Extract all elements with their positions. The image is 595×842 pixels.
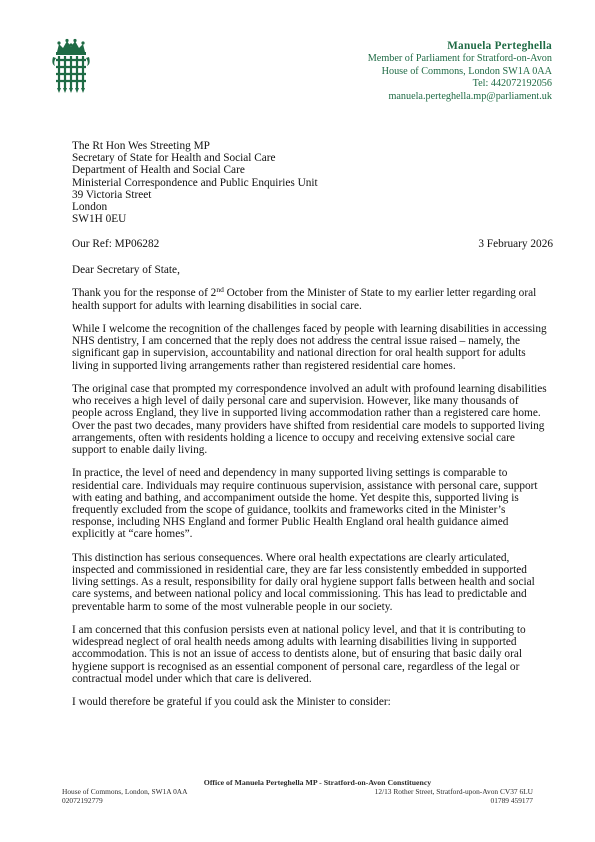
letter-date: 3 February 2026: [478, 238, 553, 250]
paragraph: I am concerned that this confusion persists even at national policy level, and that it is contributing to widespread neglect of oral health needs among adults with learning disabilities living in supported accommodation. This is not an issue of access to dentists alone, but of ensuring that basic daily oral hygiene support is recognised as an essential component of personal care, regardless of the legal or contractual model under which that care is delivered.: [72, 624, 526, 685]
footer: [62, 778, 533, 806]
footer-row: [62, 796, 533, 805]
footer-right-address: 12/13 Rother Street, Stratford-upon-Avon CV37 6LU: [374, 787, 533, 797]
addressee-line: Secretary of State for Health and Social Care: [72, 152, 276, 165]
addressee-line: 39 Victoria Street: [72, 188, 152, 201]
footer-row: [62, 787, 533, 796]
reference-row: [72, 238, 553, 250]
footer-left-phone: 02072192779: [62, 796, 103, 806]
mp-address: House of Commons, London SW1A 0AA: [381, 65, 552, 77]
portcullis-icon: [51, 38, 91, 94]
paragraph: This distinction has serious consequences. Where oral health expectations are clearly articulated, inspected and commissioned in residential care, they are far less consistently embedded in supported living settings. As a result, responsibility for daily oral hygiene support falls between health and social care systems, and between national policy and local commissioning. This has lead to predictable and preventable harm to some of the most vulnerable people in our society.: [72, 551, 535, 613]
footer-left-address: House of Commons, London, SW1A 0AA: [62, 787, 188, 797]
paragraph: While I welcome the recognition of the challenges faced by people with learning disabilities in accessing NHS dentistry, I am concerned that the reply does not address the central issue raised – namely, the significant gap in supervision, accountability and national direction for oral health support for adults living in supported living arrangements rather than registered residential care homes.: [72, 322, 547, 372]
mp-contact-block: [292, 40, 552, 103]
salutation: Dear Secretary of State,: [72, 264, 180, 276]
paragraph: In practice, the level of need and dependency in many supported living settings is comparable to residential care. Individuals may require continuous supervision, assistance with personal care, support with eating and bathing, and accompaniment outside the home. Yet despite this, supported living is frequently excluded from the scope of guidance, toolkits and frameworks cited in the Minister’s response, including NHS England and former Public Health England oral health guidance aimed explicitly at “care homes”.: [72, 467, 538, 541]
mp-email[interactable]: manuela.perteghella.mp@parliament.uk: [388, 90, 552, 102]
footer-right-phone: 01789 459177: [490, 796, 533, 806]
paragraph: I would therefore be grateful if you could ask the Minister to consider:: [72, 696, 391, 709]
paragraph: Thank you for the response of 2nd October from the Minister of State to my earlier letter regarding oral health support for adults with learning disabilities in social care.: [72, 285, 537, 312]
addressee-block: [72, 140, 318, 225]
our-reference: Our Ref: MP06282: [72, 238, 160, 250]
addressee-line: London: [72, 201, 108, 214]
letter-body: [72, 264, 550, 720]
ordinal-superscript: nd: [216, 285, 224, 295]
paragraph: The original case that prompted my correspondence involved an adult with profound learning disabilities who receives a high level of daily personal care and supervision. However, like many thousands of people across England, they live in supported living accommodation rather than a registered care home. Over the past two decades, many providers have shifted from residential care models to supported living arrangements, often with residents holding a licence to occupy and receiving extensive social care support to enable daily living.: [72, 382, 547, 456]
addressee-line: SW1H 0EU: [72, 213, 127, 226]
addressee-line: The Rt Hon Wes Streeting MP: [72, 140, 210, 152]
addressee-line: Ministerial Correspondence and Public Enquiries Unit: [72, 176, 318, 189]
mp-name: Manuela Perteghella: [447, 40, 552, 52]
mp-telephone: Tel: 442072192056: [472, 78, 552, 90]
addressee-line: Department of Health and Social Care: [72, 164, 245, 177]
footer-title: Office of Manuela Perteghella MP - Stratford-on-Avon Constituency: [203, 778, 432, 787]
mp-title: Member of Parliament for Stratford-on-Avon: [367, 53, 552, 65]
